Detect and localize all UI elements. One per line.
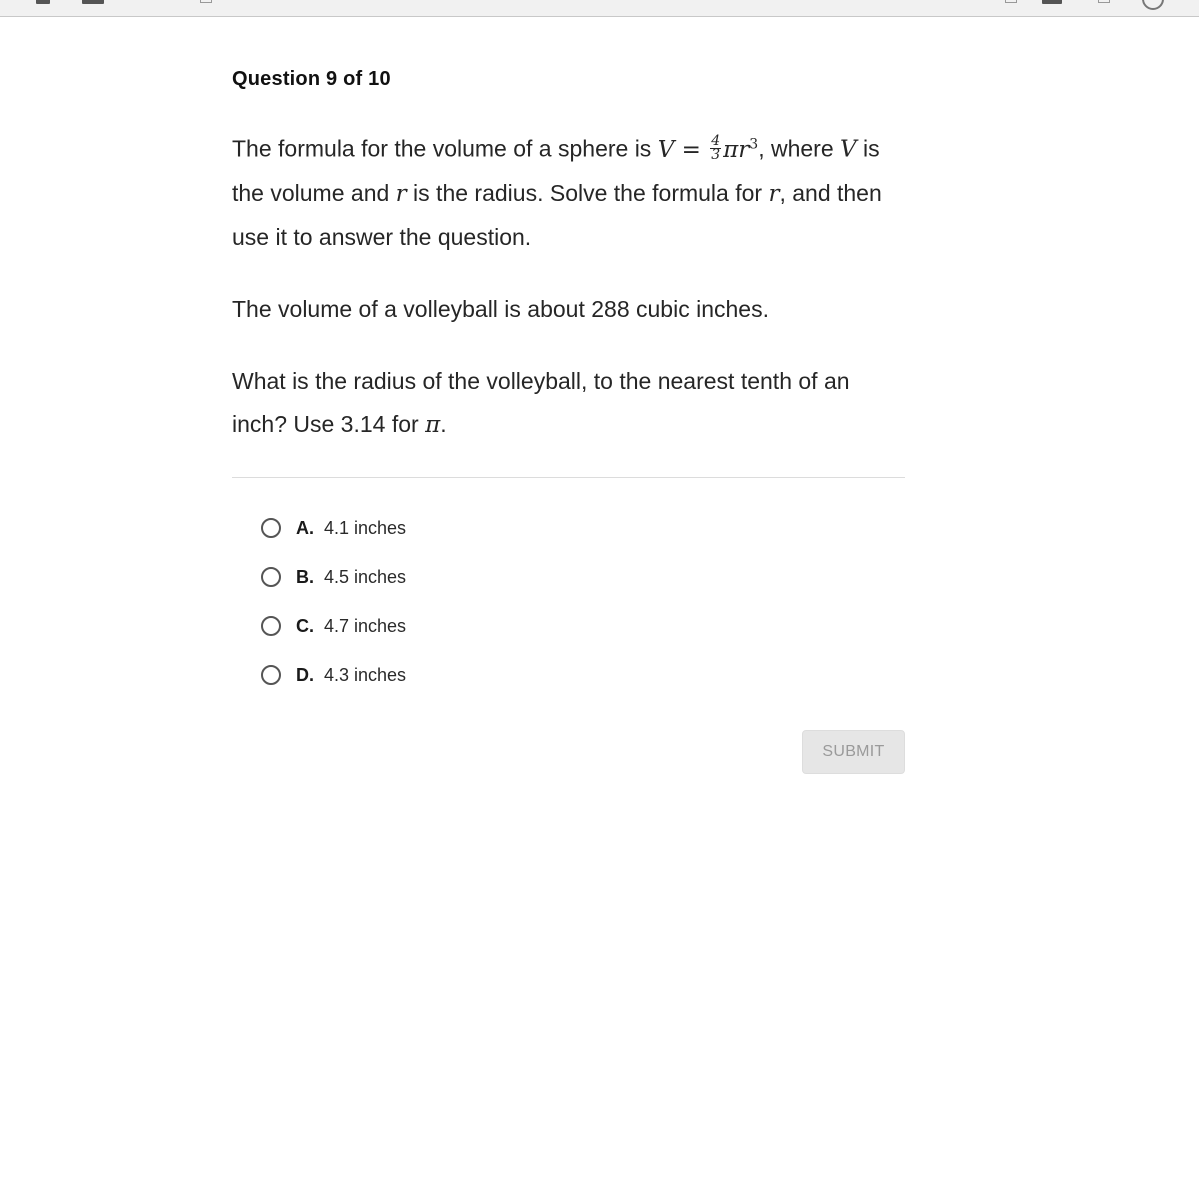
radio-button-icon[interactable] <box>261 616 281 636</box>
option-letter: A. <box>296 517 314 538</box>
option-label: 4.5 inches <box>324 566 407 587</box>
option-label: 4.3 inches <box>324 664 407 685</box>
option-label: 4.1 inches <box>324 517 407 538</box>
option-d[interactable] <box>261 651 905 700</box>
formula: V = $\frac{4}{3}$ $\pi r^3$ <box>657 133 759 164</box>
option-label: 4.7 inches <box>324 615 407 636</box>
option-a[interactable] <box>261 504 905 553</box>
toolbar-circle-icon <box>1142 0 1164 10</box>
option-letter: D. <box>296 664 314 685</box>
radio-button-icon[interactable] <box>261 665 281 685</box>
toolbar-icon <box>1005 0 1017 3</box>
option-b[interactable] <box>261 553 905 602</box>
question-paragraph-volume: The volume of a volleyball is about 288 cubic inches. <box>232 295 769 322</box>
question-panel <box>232 64 905 774</box>
radio-button-icon[interactable] <box>261 518 281 538</box>
toolbar-icon <box>82 0 104 4</box>
submit-button[interactable]: SUBMIT <box>802 730 905 774</box>
submit-row <box>232 730 905 774</box>
option-letter: C. <box>296 615 314 636</box>
answer-options <box>232 504 905 700</box>
toolbar-icon <box>1042 0 1062 4</box>
toolbar-icon <box>1098 0 1110 3</box>
question-paragraph-formula: The formula for the volume of a sphere is V = $\frac{4}{3}$ $\pi r^3$, where V is the volume and r is the radius. Solve the formula for r, and then use it to answer the question. <box>232 133 882 250</box>
browser-top-strip <box>0 0 1199 17</box>
toolbar-icon <box>36 0 50 4</box>
question-counter: Question 9 of 10 <box>232 68 391 90</box>
radio-button-icon[interactable] <box>261 567 281 587</box>
fraction: $\frac{4}{3}$ <box>711 133 721 164</box>
option-c[interactable] <box>261 602 905 651</box>
question-paragraph-prompt: What is the radius of the volleyball, to the nearest tenth of an inch? Use 3.14 for π. <box>232 367 850 438</box>
divider <box>232 477 905 478</box>
toolbar-icon <box>200 0 212 3</box>
option-letter: B. <box>296 566 314 587</box>
